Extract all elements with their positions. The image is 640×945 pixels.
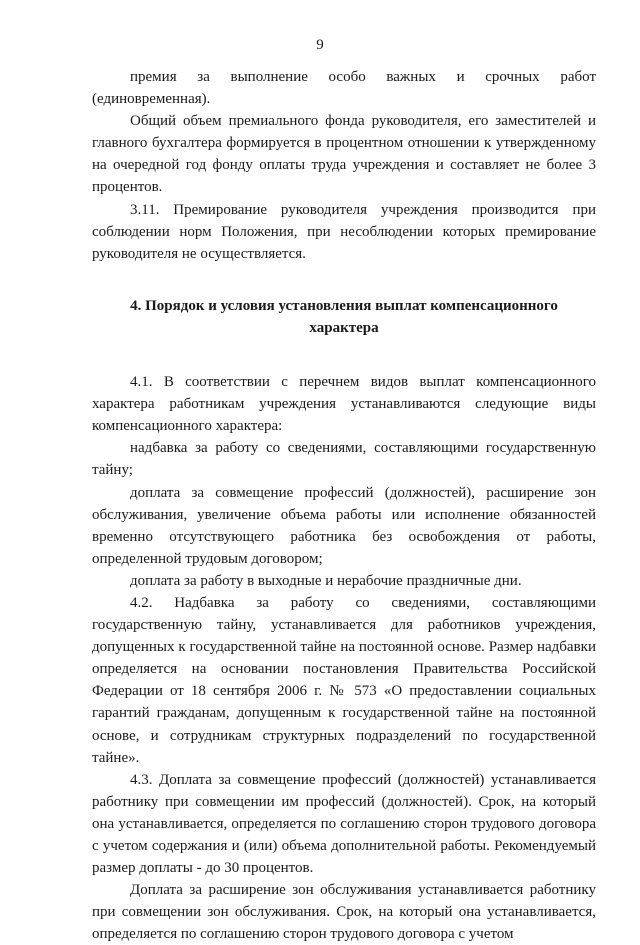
list-item-weekend-surcharge: доплата за работу в выходные и нерабочие праздничные дни. [130, 572, 522, 589]
paragraph-3-11: 3.11. Премирование руководителя учреждения производится при соблюдении норм Положения, при несоблюдении которых премирование руководителя не осуществляется. [92, 201, 596, 262]
list-item-combination-surcharge: доплата за совмещение профессий (должностей), расширение зон обслуживания, увеличение объема работы или исполнение обязанностей временно отсутствующего работника без освобождения от работы, определенной трудовым договором; [92, 484, 596, 567]
page-number: 9 [316, 37, 324, 53]
section-heading-line-2: характера [309, 319, 379, 336]
section-heading [92, 295, 596, 339]
document-body [92, 66, 596, 945]
section-heading-line-1: 4. Порядок и условия установления выплат компенсационного [130, 297, 558, 314]
paragraph-bonus-urgent-work: премия за выполнение особо важных и срочных работ (единовременная). [92, 69, 596, 108]
paragraph-4-1: 4.1. В соответствии с перечнем видов выплат компенсационного характера работникам учреждения устанавливаются следующие виды компенсационного характера: [92, 374, 596, 435]
paragraph-bonus-fund: Общий объем премиального фонда руководителя, его заместителей и главного бухгалтера формируется в процентном отношении к утвержденному на очередной год фонду оплаты труда учреждения и составляет не более 3 процентов. [92, 113, 596, 196]
paragraph-4-3: 4.3. Доплата за совмещение профессий (должностей) устанавливается работнику при совмещении им профессий (должностей). Срок, на который она устанавливается, определяется по соглашению сторон трудового договора с учетом содержания и (или) объема дополнительной работы. Рекомендуемый размер доплаты - до 30 процентов. [92, 771, 596, 877]
paragraph-service-zone-surcharge: Доплата за расширение зон обслуживания устанавливается работнику при совмещении зон обслуживания. Срок, на который она устанавливается, определяется по соглашению сторон трудового договора с учетом [92, 882, 596, 943]
list-item-state-secret-allowance: надбавка за работу со сведениями, составляющими государственную тайну; [92, 440, 596, 479]
paragraph-4-2: 4.2. Надбавка за работу со сведениями, составляющими государственную тайну, устанавливается для работников учреждения, допущенных к государственной тайне на постоянной основе. Размер надбавки определяется на основании постановления Правительства Российской Федерации от 18 сентября 2006 г. № 573 «О предоставлении социальных гарантий гражданам, допущенным к государственной тайне на постоянной основе, и сотрудникам структурных подразделений по государственной тайне». [92, 594, 596, 766]
